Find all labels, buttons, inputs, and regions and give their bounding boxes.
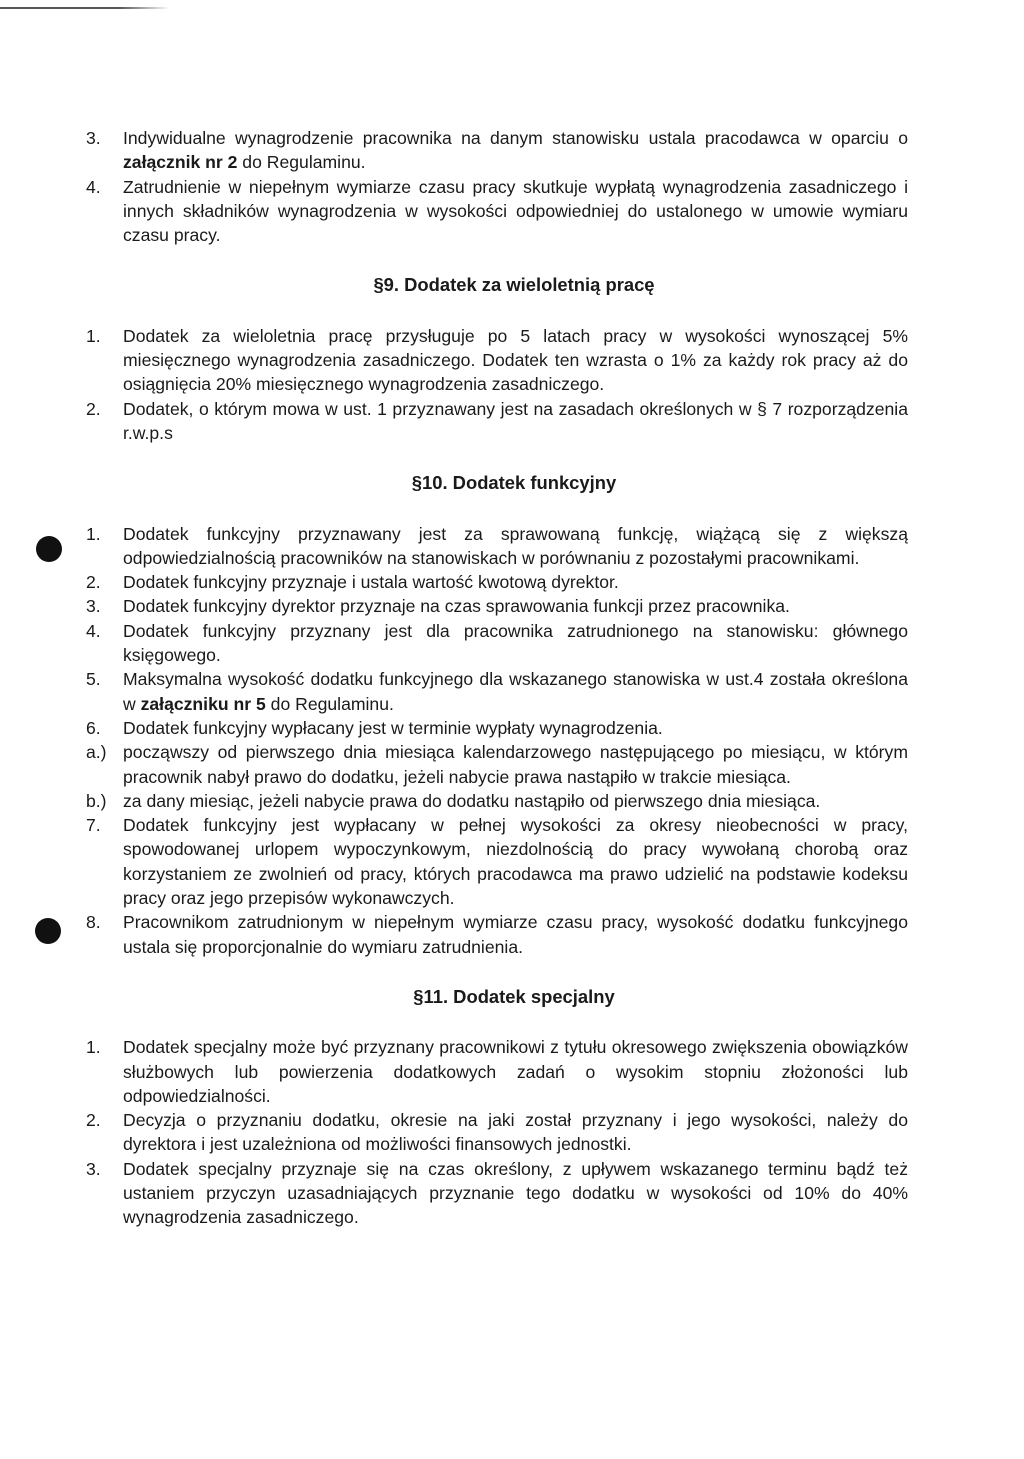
item-text (123, 522, 908, 571)
item-text (123, 1035, 908, 1108)
text-segment: Pracownikom zatrudnionym w niepełnym wymiarze czasu pracy, wysokość dodatku funkcyjnego ustala się proporcjonalnie do wymiaru zatrudnienia. (123, 912, 908, 957)
text-segment: Dodatek funkcyjny jest wypłacany w pełnej wysokości za okresy nieobecności w pracy, spowodowanej urlopem wypoczynkowym, niezdolnością do pracy wywołaną chorobą oraz korzystaniem ze zwolnień od pracy, których pracodawca ma prawo udzielić na podstawie kodeksu pracy oraz jego przepisów wykonawczych. (123, 815, 908, 909)
text-segment: Dodatek funkcyjny przyznany jest dla pracownika zatrudnionego na stanowisku: głównego księgowego. (123, 620, 908, 666)
item-number: 7. (86, 815, 101, 836)
text-segment: Dodatek specjalny może być przyznany pracownikowi z tytułu okresowego zwiększenia obowiązków służbowych lub powierzenia dodatkowych zadań o wysokim stopniu złożoności lub odpowiedzialności. (123, 1037, 908, 1106)
item-text (123, 789, 908, 813)
item-number: 2. (86, 572, 101, 593)
binder-hole-mark (35, 918, 61, 944)
text-segment: Dodatek funkcyjny dyrektor przyznaje na czas sprawowania funkcji przez pracownika. (123, 596, 790, 617)
list-item (86, 1035, 908, 1108)
item-text (123, 594, 908, 618)
text-segment: Dodatek funkcyjny wypłacany jest w terminie wypłaty wynagrodzenia. (123, 717, 663, 738)
item-number: 1. (86, 1037, 101, 1058)
section-heading: §10. Dodatek funkcyjny (411, 472, 617, 494)
text-segment: Dodatek funkcyjny przyznaje i ustala wartość kwotową dyrektor. (123, 572, 619, 593)
item-text (123, 619, 908, 668)
item-number: a.) (86, 742, 107, 763)
list-item (86, 667, 908, 716)
bold-reference: załącznik nr 2 (123, 152, 238, 173)
section-heading: §9. Dodatek za wieloletnią pracę (373, 274, 655, 296)
bold-reference: załączniku nr 5 (140, 693, 266, 714)
item-number: 1. (86, 523, 101, 544)
item-number: 5. (86, 669, 101, 690)
item-text (123, 740, 908, 789)
item-number: b.) (86, 790, 107, 811)
item-number: 8. (86, 912, 101, 933)
text-segment: do Regulaminu. (237, 152, 366, 173)
item-text (123, 1157, 908, 1230)
document-page (86, 126, 908, 1230)
list-item (86, 910, 908, 959)
item-text (123, 175, 908, 248)
text-segment: Dodatek funkcyjny przyznawany jest za sprawowaną funkcję, wiążącą się z większą odpowiedzialnością pracowników na stanowiskach w porównaniu z pozostałymi pracownikami. (123, 523, 908, 568)
item-number: 3. (86, 128, 101, 148)
text-segment: Indywidualne wynagrodzenie pracownika na danym stanowisku ustala pracodawca w oparciu o (123, 128, 908, 148)
text-segment: za dany miesiąc, jeżeli nabycie prawa do dodatku nastąpiło od pierwszego dnia miesiąca. (123, 790, 821, 811)
item-text (123, 324, 908, 397)
item-text (123, 1108, 908, 1157)
list-item (86, 813, 908, 910)
item-text (123, 667, 908, 716)
list-item (86, 397, 908, 446)
item-text (123, 813, 908, 910)
item-text (123, 910, 908, 959)
text-segment: Dodatek za wieloletnia pracę przysługuje po 5 latach pracy w wysokości wynoszącej 5% miesięcznego wynagrodzenia zasadniczego. Dodatek ten wzrasta o 1% za każdy rok pracy aż do osiągnięcia 20% miesięcznego wynagrodzenia zasadniczego. (123, 325, 908, 395)
item-number: 3. (86, 596, 101, 617)
list-item (86, 789, 908, 813)
list-item (86, 1157, 908, 1230)
item-number: 2. (86, 398, 101, 419)
text-segment: Maksymalna wysokość dodatku funkcyjnego dla wskazanego stanowiska w ust.4 została określona w (123, 669, 908, 714)
text-segment: Zatrudnienie w niepełnym wymiarze czasu pracy skutkuje wypłatą wynagrodzenia zasadniczego i innych składników wynagrodzenia w wysokości odpowiedniej do ustalonego w umowie wymiaru czasu pracy. (123, 176, 908, 246)
text-segment: do Regulaminu. (265, 693, 394, 714)
list-item (86, 126, 908, 175)
section-heading: §11. Dodatek specjalny (413, 985, 615, 1007)
item-text (123, 716, 908, 740)
item-number: 2. (86, 1110, 101, 1131)
item-number: 4. (86, 176, 101, 197)
list-item (86, 175, 908, 248)
scan-top-rule (0, 7, 170, 9)
text-segment: Decyzja o przyznaniu dodatku, okresie na jaki został przyznany i jego wysokości, należy do dyrektora i jest uzależniona od możliwości finansowych jednostki. (123, 1110, 908, 1155)
binder-hole-mark (36, 536, 62, 562)
list-item (86, 1108, 908, 1157)
list-item (86, 324, 908, 397)
text-segment: Dodatek, o którym mowa w ust. 1 przyznawany jest na zasadach określonych w § 7 rozporządzenia r.w.p.s (123, 398, 908, 443)
item-number: 6. (86, 717, 101, 738)
list-item (86, 619, 908, 668)
item-number: 4. (86, 620, 101, 641)
list-item (86, 740, 908, 789)
text-segment: Dodatek specjalny przyznaje się na czas określony, z upływem wskazanego terminu bądź też ustaniem przyczyn uzasadniających przyznanie tego dodatku w wysokości od 10% do 40% wynagrodzenia zasadniczego. (123, 1158, 908, 1228)
item-number: 1. (86, 325, 101, 346)
item-number: 3. (86, 1158, 101, 1179)
list-item (86, 716, 908, 740)
list-item (86, 522, 908, 571)
list-item (86, 570, 908, 594)
item-text (123, 126, 908, 175)
list-item (86, 594, 908, 618)
text-segment: począwszy od pierwszego dnia miesiąca kalendarzowego następującego po miesiącu, w którym pracownik nabył prawo do dodatku, jeżeli nabycie prawa nastąpiło w trakcie miesiąca. (123, 742, 908, 787)
item-text (123, 570, 908, 594)
item-text (123, 397, 908, 446)
